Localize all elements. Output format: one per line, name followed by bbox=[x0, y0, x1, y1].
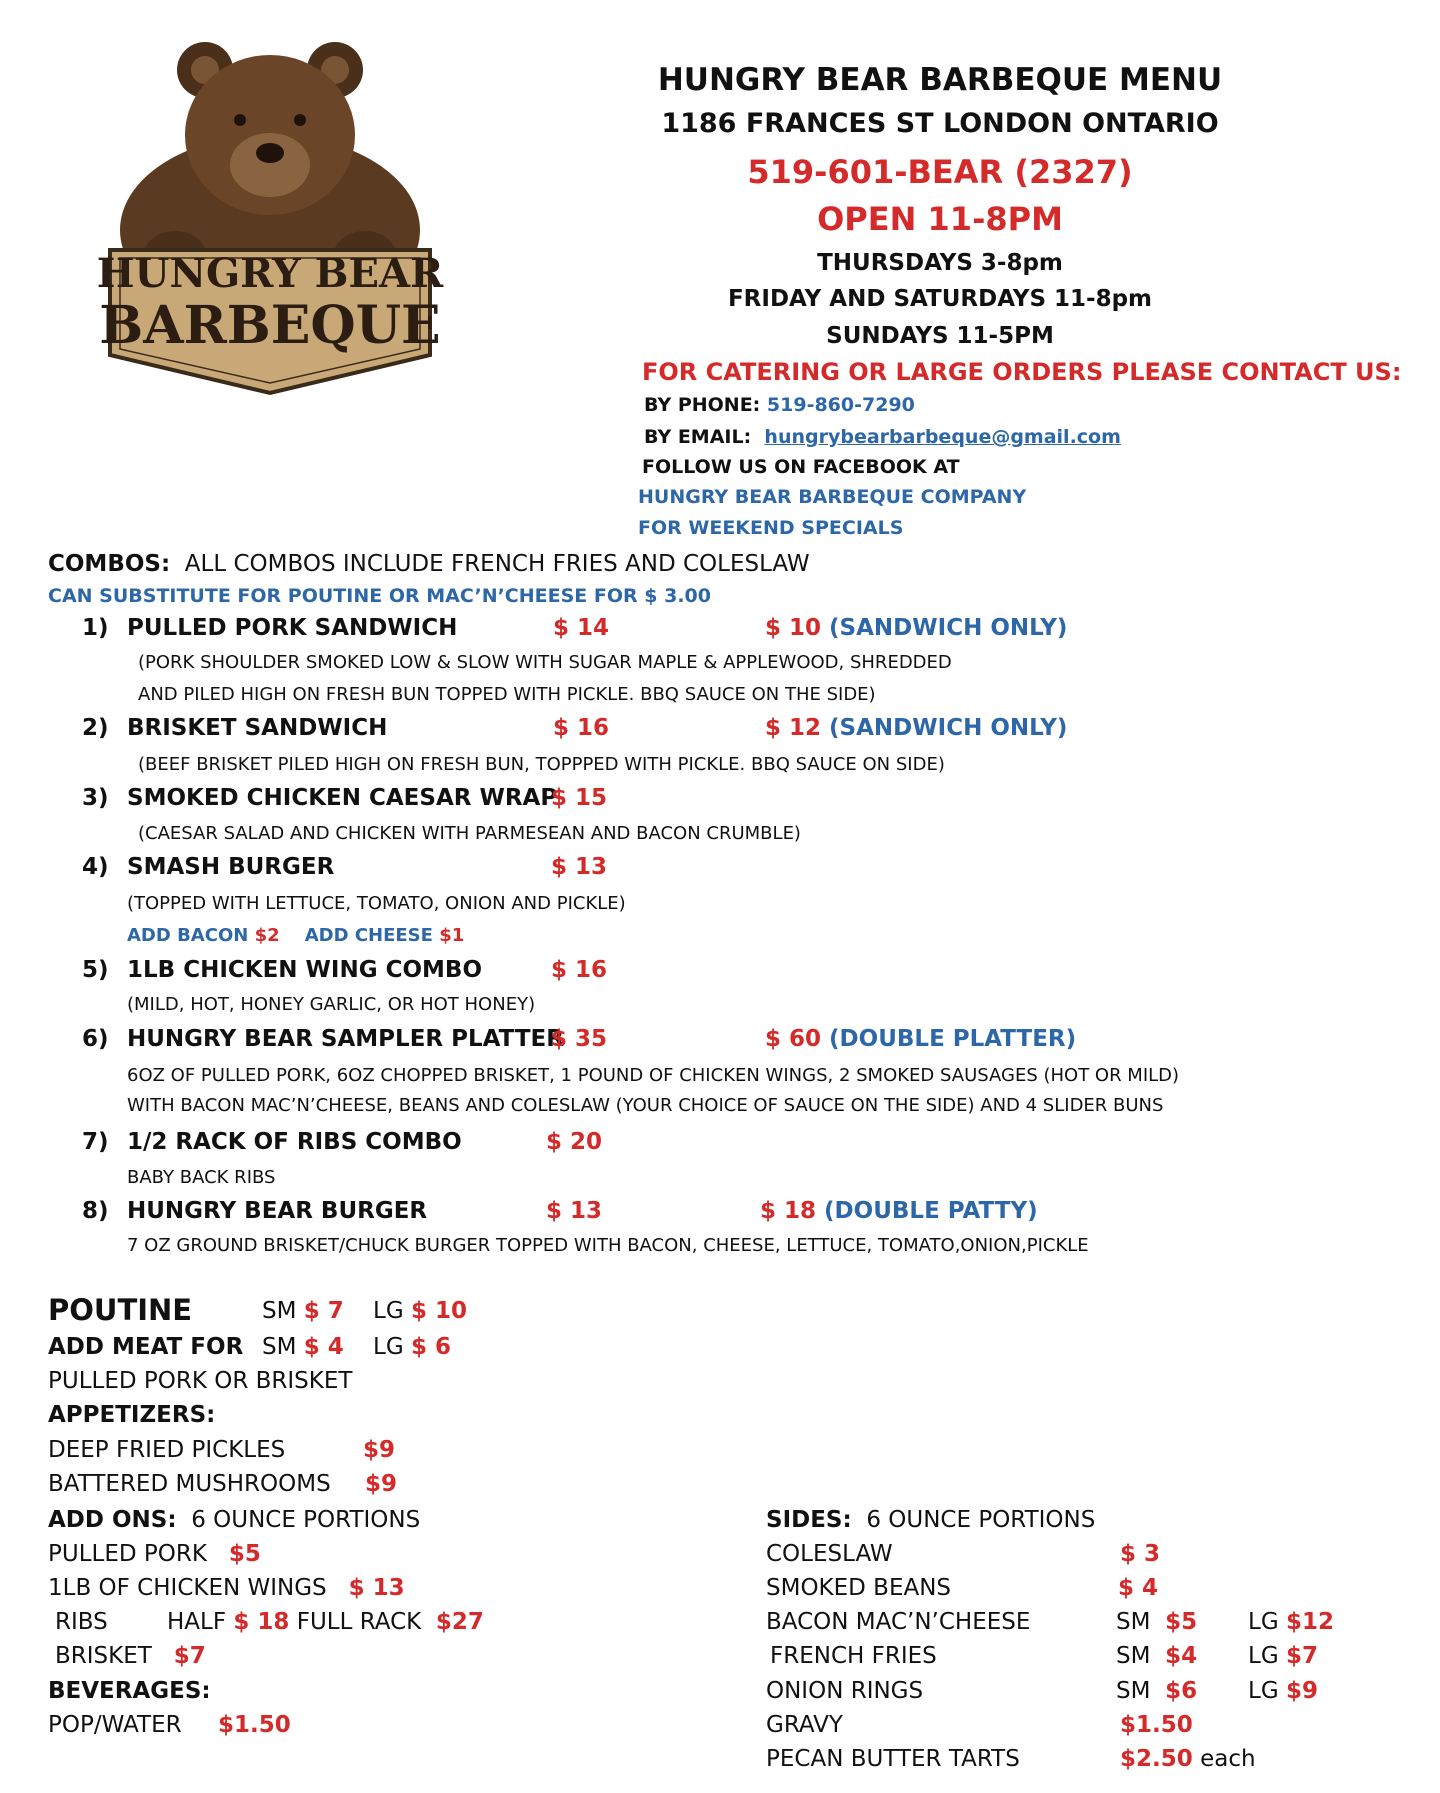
side-7-price: $2.50 bbox=[1120, 1746, 1193, 1772]
combo-4-desc-line1: (TOPPED WITH LETTUCE, TOMATO, ONION AND PICKLE) bbox=[127, 893, 626, 914]
addon-brisket-name: BRISKET bbox=[55, 1643, 152, 1669]
combo-5-price: $ 16 bbox=[551, 957, 608, 983]
side-4-sm bbox=[1116, 1643, 1197, 1669]
addons-heading bbox=[48, 1507, 420, 1533]
poutine-sm-price: $ 7 bbox=[303, 1298, 344, 1324]
side-3-lg-price: $12 bbox=[1285, 1609, 1334, 1635]
beverage-price: $1.50 bbox=[218, 1712, 291, 1738]
logo-line2: BARBEQUE bbox=[99, 295, 441, 356]
combo-1-alt bbox=[765, 615, 1067, 641]
side-3-sm-price: $5 bbox=[1165, 1609, 1198, 1635]
combo-2-alt-label: (SANDWICH ONLY) bbox=[829, 715, 1068, 741]
combo-4-addons bbox=[127, 925, 464, 946]
side-4-lg-price: $7 bbox=[1285, 1643, 1318, 1669]
combo-7-price: $ 20 bbox=[546, 1129, 603, 1155]
combo-2-alt-price: $ 12 bbox=[765, 715, 822, 741]
combos-note: ALL COMBOS INCLUDE FRENCH FRIES AND COLESLAW bbox=[184, 551, 810, 577]
poutine-prices bbox=[262, 1298, 467, 1324]
addon-brisket bbox=[55, 1643, 206, 1669]
hours-sunday: SUNDAYS 11-5PM bbox=[826, 323, 1054, 349]
side-5-sm-price: $6 bbox=[1165, 1678, 1198, 1704]
combo-6-alt-price: $ 60 bbox=[765, 1026, 822, 1052]
combo-2-desc-line1: (BEEF BRISKET PILED HIGH ON FRESH BUN, TOPPPED WITH PICKLE. BBQ SAUCE ON SIDE) bbox=[138, 754, 945, 775]
phone-number: 519-601-BEAR (2327) bbox=[747, 153, 1133, 191]
combo-3-desc-line1: (CAESAR SALAD AND CHICKEN WITH PARMESEAN AND BACON CRUMBLE) bbox=[138, 823, 801, 844]
hungry-bear-logo bbox=[70, 25, 470, 425]
combo-3-price: $ 15 bbox=[551, 785, 608, 811]
add-meat-sm-label: SM bbox=[262, 1334, 297, 1360]
add-meat-sm-price: $ 4 bbox=[303, 1334, 344, 1360]
combo-1-name: PULLED PORK SANDWICH bbox=[127, 615, 458, 641]
facebook-label: FOLLOW US ON FACEBOOK AT bbox=[642, 456, 960, 478]
combo-1-price: $ 14 bbox=[553, 615, 610, 641]
combo-3-name: SMOKED CHICKEN CAESAR WRAP bbox=[127, 785, 558, 811]
combo-4-price: $ 13 bbox=[551, 854, 608, 880]
catering-heading: FOR CATERING OR LARGE ORDERS PLEASE CONTACT US: bbox=[642, 358, 1402, 386]
side-7-price-wrap bbox=[1120, 1746, 1256, 1772]
addons-label: ADD ONS: bbox=[48, 1507, 177, 1533]
combo-8-price: $ 13 bbox=[546, 1198, 603, 1224]
by-email-label: BY EMAIL: bbox=[644, 426, 752, 448]
catering-phone-link[interactable]: 519-860-7290 bbox=[766, 394, 915, 416]
add-meat-lg-label: LG bbox=[373, 1334, 404, 1360]
add-meat-lg-price: $ 6 bbox=[410, 1334, 451, 1360]
side-4-lg-label: LG bbox=[1248, 1643, 1279, 1669]
side-3-sm-label: SM bbox=[1116, 1609, 1151, 1635]
side-3-name: BACON MAC’N’CHEESE bbox=[766, 1609, 1031, 1635]
add-meat-prices bbox=[262, 1334, 451, 1360]
combo-4-number: 4) bbox=[82, 854, 109, 880]
side-1-price-wrap bbox=[1120, 1541, 1160, 1567]
combo-8-number: 8) bbox=[82, 1198, 109, 1224]
side-5-lg-label: LG bbox=[1248, 1678, 1279, 1704]
side-5-name: ONION RINGS bbox=[766, 1678, 924, 1704]
side-6-name: GRAVY bbox=[766, 1712, 843, 1738]
side-5-lg-price: $9 bbox=[1285, 1678, 1318, 1704]
facebook-page-link[interactable]: HUNGRY BEAR BARBEQUE COMPANY bbox=[638, 486, 1027, 508]
side-7-name: PECAN BUTTER TARTS bbox=[766, 1746, 1020, 1772]
side-2-price-wrap bbox=[1118, 1575, 1158, 1601]
appetizer-2-price-wrap bbox=[365, 1471, 397, 1497]
addon-ribs-name: RIBS bbox=[55, 1609, 108, 1635]
combo-7-number: 7) bbox=[82, 1129, 109, 1155]
addons-note: 6 OUNCE PORTIONS bbox=[191, 1507, 421, 1533]
combo-2-name: BRISKET SANDWICH bbox=[127, 715, 388, 741]
side-3-lg bbox=[1248, 1609, 1334, 1635]
side-1-price: $ 3 bbox=[1120, 1541, 1161, 1567]
combo-8-alt-label: (DOUBLE PATTY) bbox=[824, 1198, 1038, 1224]
combos-heading bbox=[48, 551, 810, 577]
addon-pulled-pork bbox=[48, 1541, 261, 1567]
appetizer-1-price: $9 bbox=[363, 1437, 396, 1463]
poutine-sm-label: SM bbox=[262, 1298, 297, 1324]
combo-2-alt bbox=[765, 715, 1067, 741]
side-6-price-wrap bbox=[1120, 1712, 1193, 1738]
combo-5-number: 5) bbox=[82, 957, 109, 983]
logo-line1: HUNGRY BEAR bbox=[96, 250, 444, 297]
side-4-sm-price: $4 bbox=[1165, 1643, 1198, 1669]
combo-3-number: 3) bbox=[82, 785, 109, 811]
sides-heading bbox=[766, 1507, 1095, 1533]
contact-phone bbox=[644, 394, 915, 416]
add-cheese-label: ADD CHEESE bbox=[304, 925, 433, 946]
substitute-note: CAN SUBSTITUTE FOR POUTINE OR MAC’N’CHEESE FOR $ 3.00 bbox=[48, 585, 711, 607]
addon-wings bbox=[48, 1575, 405, 1601]
meat-note: PULLED PORK OR BRISKET bbox=[48, 1368, 353, 1394]
addon-ribs-prices bbox=[167, 1609, 484, 1635]
open-hours: OPEN 11-8PM bbox=[817, 200, 1063, 238]
appetizers-heading: APPETIZERS: bbox=[48, 1402, 216, 1428]
weekend-specials: FOR WEEKEND SPECIALS bbox=[638, 517, 904, 539]
combo-5-desc-line1: (MILD, HOT, HONEY GARLIC, OR HOT HONEY) bbox=[127, 994, 536, 1015]
combo-5-name: 1LB CHICKEN WING COMBO bbox=[127, 957, 483, 983]
sides-label: SIDES: bbox=[766, 1507, 852, 1533]
side-4-sm-label: SM bbox=[1116, 1643, 1151, 1669]
addon-wings-name: 1LB OF CHICKEN WINGS bbox=[48, 1575, 327, 1601]
side-5-sm bbox=[1116, 1678, 1197, 1704]
beverages-heading: BEVERAGES: bbox=[48, 1678, 211, 1704]
addon-ribs-half-price: $ 18 bbox=[233, 1609, 290, 1635]
side-3-sm bbox=[1116, 1609, 1197, 1635]
bear-logo-icon bbox=[70, 25, 470, 425]
appetizer-1-name: DEEP FRIED PICKLES bbox=[48, 1437, 286, 1463]
side-7-suffix: each bbox=[1200, 1746, 1256, 1772]
combo-1-alt-label: (SANDWICH ONLY) bbox=[829, 615, 1068, 641]
hours-fri-sat: FRIDAY AND SATURDAYS 11-8pm bbox=[727, 286, 1153, 312]
combo-1-number: 1) bbox=[82, 615, 109, 641]
combo-8-alt bbox=[760, 1198, 1038, 1224]
addon-pulled-pork-name: PULLED PORK bbox=[48, 1541, 207, 1567]
menu-title: HUNGRY BEAR BARBEQUE MENU bbox=[657, 62, 1223, 98]
combo-6-name: HUNGRY BEAR SAMPLER PLATTER bbox=[127, 1026, 564, 1052]
sides-note: 6 OUNCE PORTIONS bbox=[866, 1507, 1096, 1533]
combos-label: COMBOS: bbox=[48, 551, 171, 577]
side-4-lg bbox=[1248, 1643, 1318, 1669]
beverage-price-wrap bbox=[218, 1712, 291, 1738]
addon-ribs-half-label: HALF bbox=[167, 1609, 227, 1635]
combo-6-desc-line2: WITH BACON MAC’N’CHEESE, BEANS AND COLESLAW (YOUR CHOICE OF SAUCE ON THE SIDE) AND 4 SLIDER BUNS bbox=[127, 1095, 1164, 1116]
addon-pulled-pork-price: $5 bbox=[228, 1541, 261, 1567]
side-4-name: FRENCH FRIES bbox=[770, 1643, 937, 1669]
side-1-name: COLESLAW bbox=[766, 1541, 893, 1567]
combo-1-desc-line2: AND PILED HIGH ON FRESH BUN TOPPED WITH PICKLE. BBQ SAUCE ON THE SIDE) bbox=[138, 684, 876, 705]
appetizer-1-price-wrap bbox=[363, 1437, 395, 1463]
addon-ribs-full-label: FULL RACK bbox=[296, 1609, 422, 1635]
combo-7-desc-line1: BABY BACK RIBS bbox=[127, 1167, 276, 1188]
combo-4-name: SMASH BURGER bbox=[127, 854, 335, 880]
addon-wings-price: $ 13 bbox=[348, 1575, 405, 1601]
combo-1-alt-price: $ 10 bbox=[765, 615, 822, 641]
side-2-price: $ 4 bbox=[1118, 1575, 1159, 1601]
combo-1-desc-line1: (PORK SHOULDER SMOKED LOW & SLOW WITH SUGAR MAPLE & APPLEWOOD, SHREDDED bbox=[138, 652, 952, 673]
add-cheese-price: $1 bbox=[439, 925, 465, 946]
side-5-sm-label: SM bbox=[1116, 1678, 1151, 1704]
contact-email bbox=[644, 426, 1121, 448]
add-meat-label: ADD MEAT FOR bbox=[48, 1334, 244, 1360]
combo-2-number: 2) bbox=[82, 715, 109, 741]
email-link[interactable]: hungrybearbarbeque@gmail.com bbox=[764, 426, 1121, 448]
combo-8-desc-line1: 7 OZ GROUND BRISKET/CHUCK BURGER TOPPED WITH BACON, CHEESE, LETTUCE, TOMATO,ONION,PICKLE bbox=[127, 1235, 1089, 1256]
addon-ribs-full-price: $27 bbox=[435, 1609, 484, 1635]
combo-8-name: HUNGRY BEAR BURGER bbox=[127, 1198, 428, 1224]
combo-7-name: 1/2 RACK OF RIBS COMBO bbox=[127, 1129, 462, 1155]
side-6-price: $1.50 bbox=[1120, 1712, 1193, 1738]
add-bacon-label: ADD BACON bbox=[127, 925, 249, 946]
side-2-name: SMOKED BEANS bbox=[766, 1575, 952, 1601]
combo-6-alt bbox=[765, 1026, 1076, 1052]
combo-6-number: 6) bbox=[82, 1026, 109, 1052]
beverage-item: POP/WATER bbox=[48, 1712, 182, 1738]
side-5-lg bbox=[1248, 1678, 1318, 1704]
addon-brisket-price: $7 bbox=[173, 1643, 206, 1669]
poutine-lg-label: LG bbox=[373, 1298, 404, 1324]
combo-2-price: $ 16 bbox=[553, 715, 610, 741]
side-3-lg-label: LG bbox=[1248, 1609, 1279, 1635]
appetizer-2-price: $9 bbox=[365, 1471, 398, 1497]
by-phone-label: BY PHONE: bbox=[644, 394, 761, 416]
hours-thursday: THURSDAYS 3-8pm bbox=[817, 250, 1063, 276]
combo-6-alt-label: (DOUBLE PLATTER) bbox=[829, 1026, 1077, 1052]
combo-6-price: $ 35 bbox=[551, 1026, 608, 1052]
combo-8-alt-price: $ 18 bbox=[760, 1198, 817, 1224]
address: 1186 FRANCES ST LONDON ONTARIO bbox=[661, 108, 1219, 139]
combo-6-desc-line1: 6OZ OF PULLED PORK, 6OZ CHOPPED BRISKET, 1 POUND OF CHICKEN WINGS, 2 SMOKED SAUSAGES (HOT OR MILD) bbox=[127, 1065, 1180, 1086]
poutine-label: POUTINE bbox=[48, 1293, 193, 1327]
add-bacon-price: $2 bbox=[254, 925, 280, 946]
poutine-lg-price: $ 10 bbox=[410, 1298, 468, 1324]
appetizer-2-name: BATTERED MUSHROOMS bbox=[48, 1471, 331, 1497]
